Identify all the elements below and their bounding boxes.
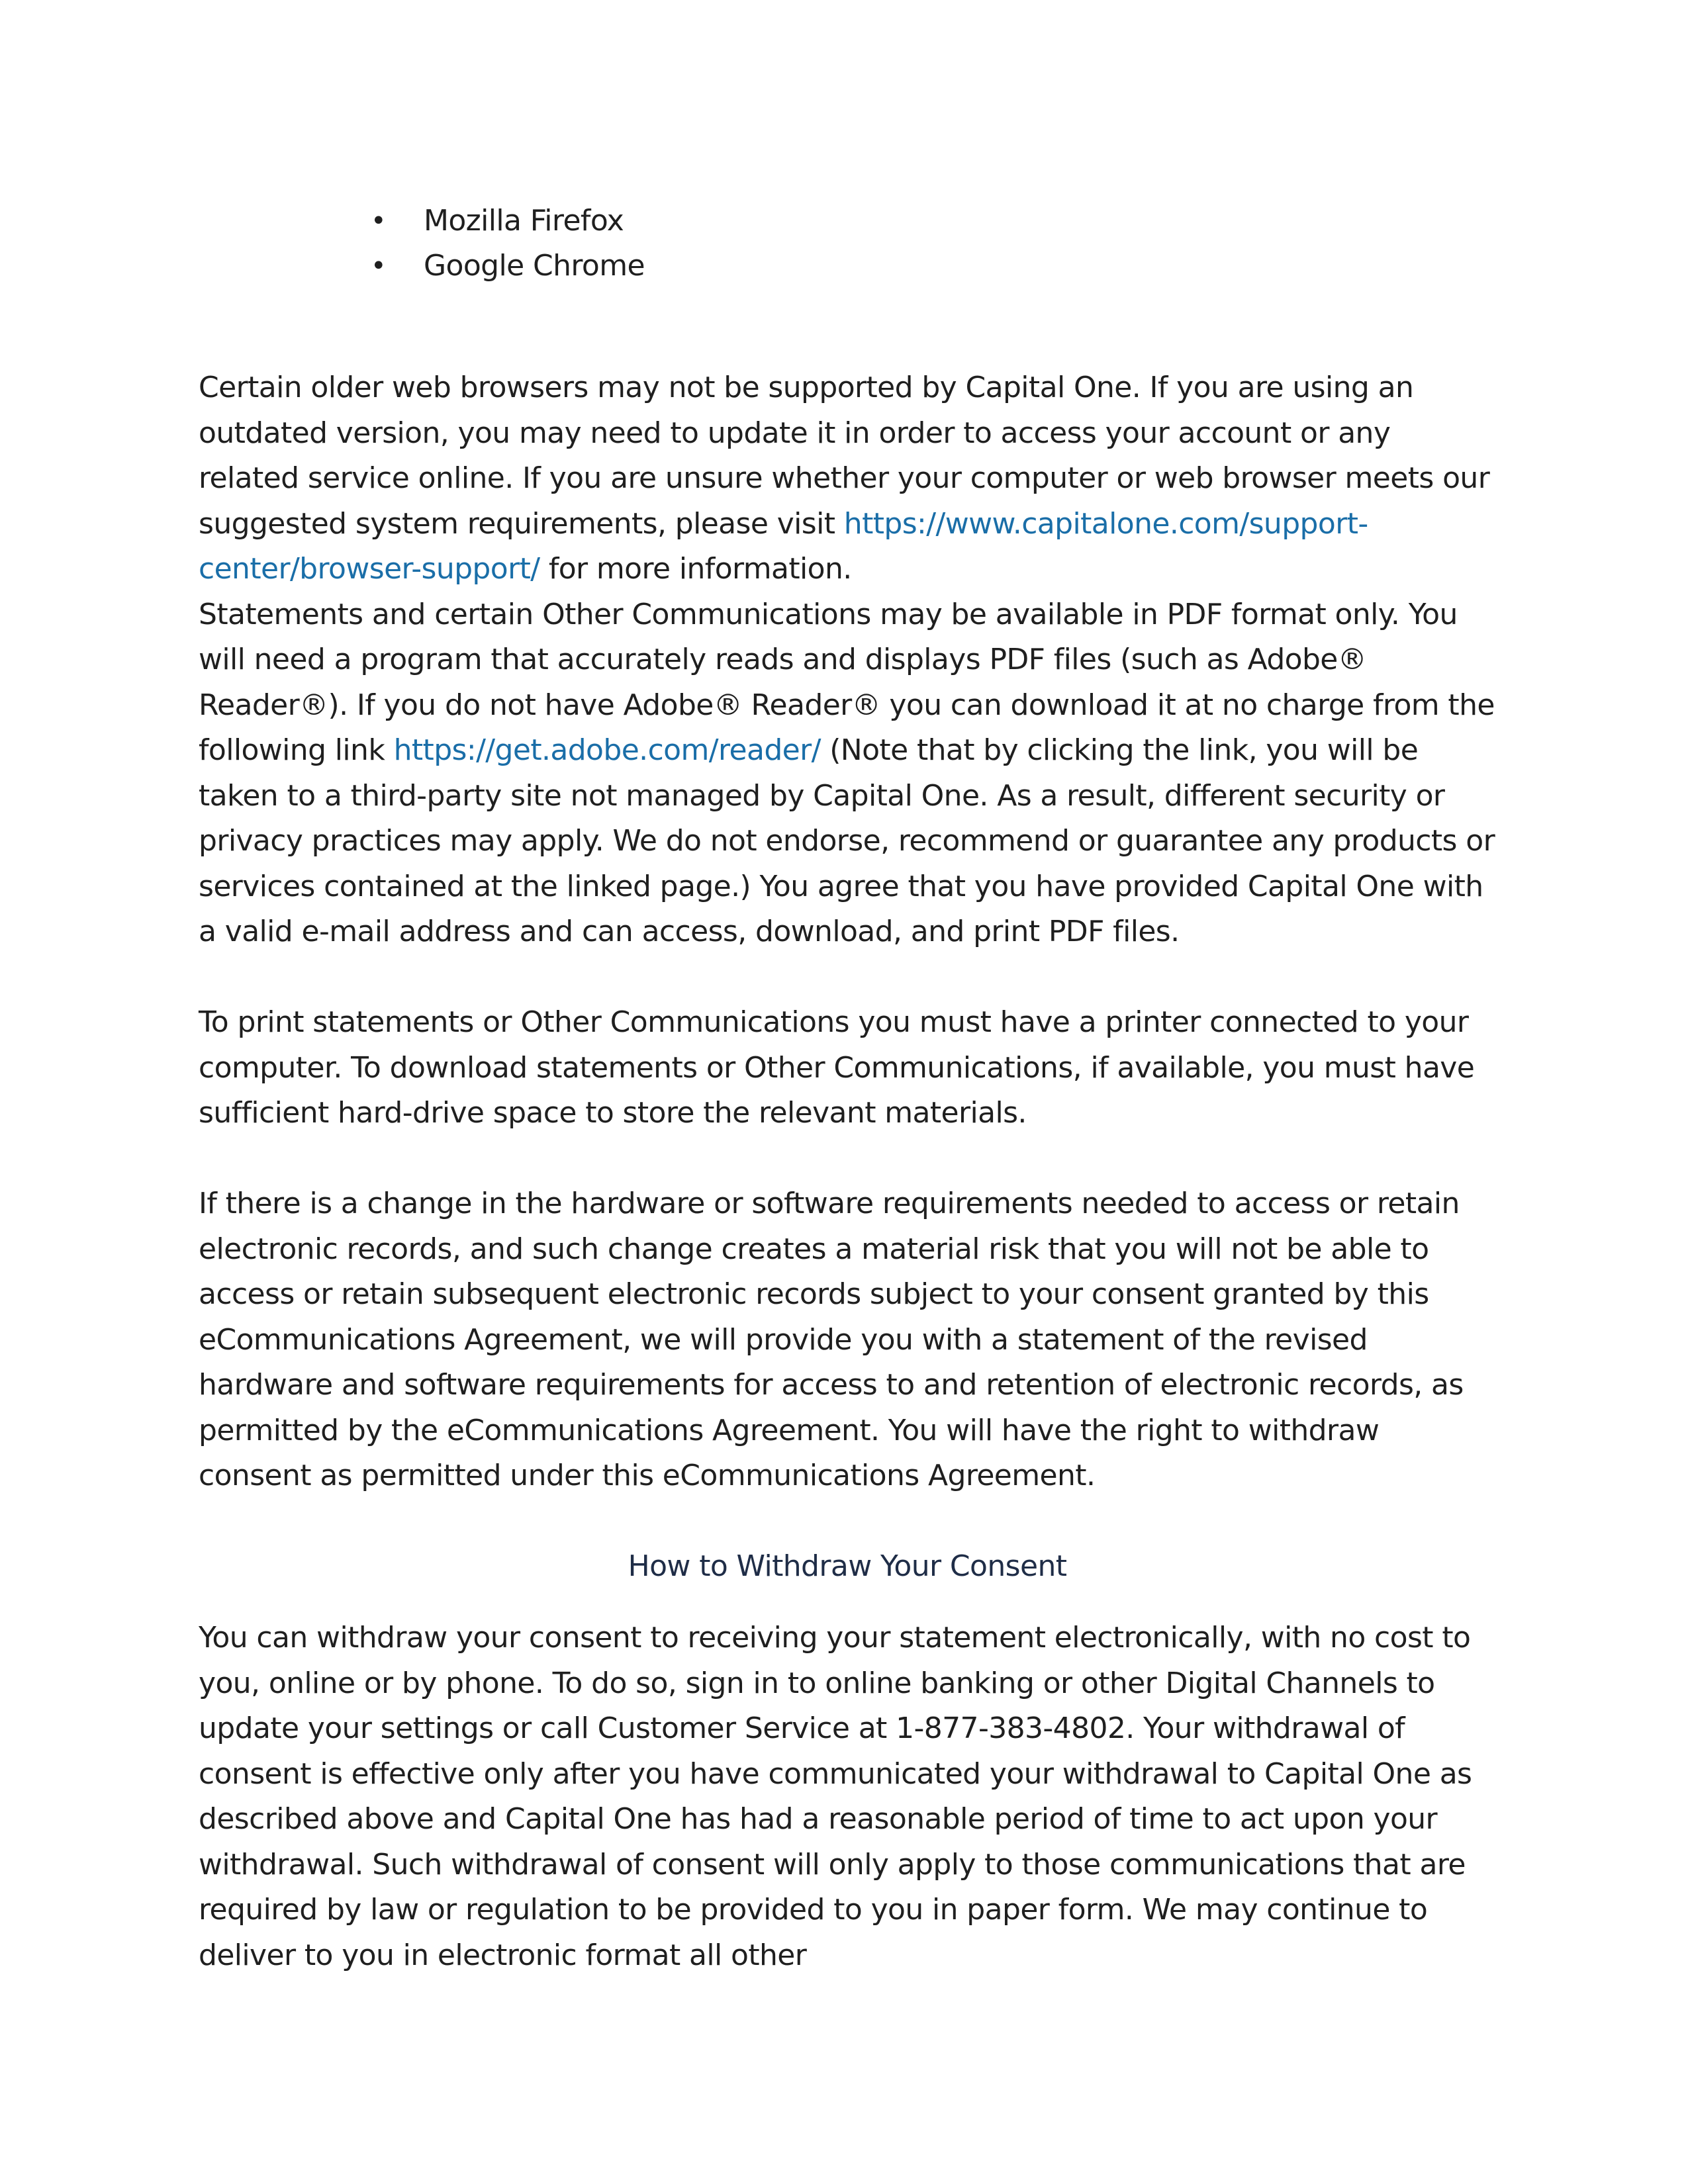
list-item-label: Google Chrome	[424, 249, 645, 283]
browser-list	[199, 199, 1496, 289]
section-heading: How to Withdraw Your Consent	[628, 1549, 1067, 1583]
paragraph-text: Statements and certain Other Communications may be available in PDF format only. You will need a program that accurately reads and displays PDF files (such as Adobe® Reader®). If you do not have Adobe® Reader® you can download it at no charge from the following link	[199, 597, 1495, 767]
printing-paragraph: To print statements or Other Communications you must have a printer connected to your computer. To download statements or Other Communications, if available, you must have sufficient hard-drive space to store the relevant materials.	[199, 1005, 1475, 1130]
bullet-icon: •	[371, 206, 386, 236]
list-item	[371, 199, 1496, 244]
paragraph-text: for more information.	[539, 552, 852, 586]
pdf-requirements-paragraph	[199, 592, 1496, 955]
browser-support-paragraph	[199, 365, 1496, 592]
paragraph-text: Certain older web browsers may not be supported by Capital One. If you are using an outdated version, you may need to update it in order to access your account or any related service online. If you are unsure whether your computer or web browser meets our suggested system requirements, please visit	[199, 371, 1490, 541]
browser-support-link[interactable]: https://www.capitalone.com/support-center/browser-support/	[199, 506, 1368, 586]
adobe-reader-link[interactable]: https://get.adobe.com/reader/	[393, 733, 821, 767]
list-item-label: Mozilla Firefox	[424, 204, 624, 238]
bullet-icon: •	[371, 251, 386, 281]
requirements-change-paragraph: If there is a change in the hardware or software requirements needed to access or retain electronic records, and such change creates a material risk that you will not be able to access or retain subsequent electronic records subject to your consent granted by this eCommunications Agreement, we will provide you with a statement of the revised hardware and software requirements for access to and retention of electronic records, as permitted by the eCommunications Agreement. You will have the right to withdraw consent as permitted under this eCommunications Agreement.	[199, 1187, 1464, 1492]
list-item	[371, 244, 1496, 289]
paragraph-text: (Note that by clicking the link, you will be taken to a third-party site not managed by Capital One. As a result, different security or privacy practices may apply. We do not endorse, recommend or guarantee any products or services contained at the linked page.) You agree that you have provided Capital One with a valid e-mail address and can access, download, and print PDF files.	[199, 733, 1495, 948]
withdraw-consent-paragraph: You can withdraw your consent to receiving your statement electronically, with no cost to you, online or by phone. To do so, sign in to online banking or other Digital Channels to update your settings or call Customer Service at 1-877-383-4802. Your withdrawal of consent is effective only after you have communicated your withdrawal to Capital One as described above and Capital One has had a reasonable period of time to act upon your withdrawal. Such withdrawal of consent will only apply to those communications that are required by law or regulation to be provided to you in paper form. We may continue to deliver to you in electronic format all other	[199, 1621, 1472, 1972]
document-body	[199, 199, 1496, 1978]
